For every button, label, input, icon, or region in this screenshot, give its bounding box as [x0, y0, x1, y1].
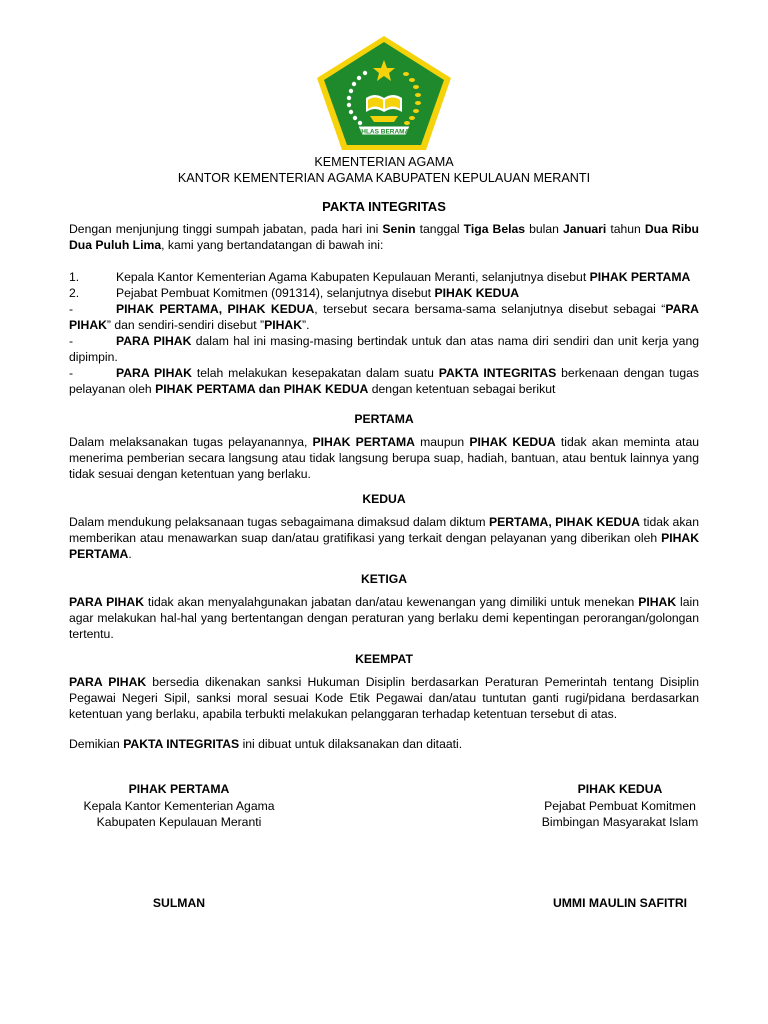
- signature-position: Kepala Kantor Kementerian Agama: [83, 798, 275, 813]
- list-item-2: 2. Pejabat Pembuat Komitmen (091314), selanjutnya disebut PIHAK KEDUA: [69, 286, 520, 300]
- document-body: [69, 221, 699, 752]
- document-title: PAKTA INTEGRITAS: [322, 199, 446, 214]
- office-name: KANTOR KEMENTERIAN AGAMA KABUPATEN KEPULAUAN MERANTI: [177, 171, 591, 185]
- list-item-1: 1. Kepala Kantor Kementerian Agama Kabupaten Kepulauan Meranti, selanjutnya disebut PIHAK PERTAMA: [69, 270, 691, 284]
- signature-block-pihak-kedua: [495, 781, 745, 910]
- signature-position: Pejabat Pembuat Komitmen: [544, 798, 696, 813]
- ministry-name: KEMENTERIAN AGAMA: [314, 155, 454, 169]
- signature-role: PIHAK PERTAMA: [128, 782, 230, 796]
- section-body-pertama: Dalam melaksanakan tugas pelayanannya, PIHAK PERTAMA maupun PIHAK KEDUA tidak akan meminta atau menerima pemberian secara langsung atau tidak langsung berupa suap, hadiah, bantuan, atau bentuk lainnya yang tidak sesuai dengan ketentuan yang berlaku.: [69, 435, 699, 481]
- list-item-bertindak: - PARA PIHAK dalam hal ini masing-masing bertindak untuk dan atas nama diri sendiri dan unit kerja yang dipimpin.: [69, 334, 699, 364]
- signature-unit: Bimbingan Masyarakat Islam: [541, 815, 699, 829]
- section-title-keempat: KEEMPAT: [355, 652, 413, 666]
- section-body-ketiga: PARA PIHAK tidak akan menyalahgunakan jabatan dan/atau kewenangan yang dimiliki untuk menekan PIHAK lain agar melakukan hal-hal yang bertentangan dengan peraturan yang berlaku demi kepentingan perorangan/golongan tertentu.: [69, 595, 699, 641]
- kementerian-agama-logo: [314, 34, 454, 152]
- section-body-keempat: PARA PIHAK bersedia dikenakan sanksi Hukuman Disiplin berdasarkan Peraturan Pemerintah tentang Disiplin Pegawai Negeri Sipil, sanksi moral sesuai Kode Etik Pegawai dan/atau tuntutan ganti rugi/pidana berdasarkan ketentuan yang berlaku, apabila terbukti melakukan pelanggaran terhadap ketentuan tersebut di atas.: [69, 675, 699, 721]
- signature-name: UMMI MAULIN SAFITRI: [552, 896, 688, 910]
- list-item-kesepakatan: - PARA PIHAK telah melakukan kesepakatan dalam suatu PAKTA INTEGRITAS berkenaan dengan tugas pelayanan oleh PIHAK PERTAMA dan PIHAK KEDUA dengan ketentuan sebagai berikut: [69, 366, 699, 396]
- section-title-ketiga: KETIGA: [360, 572, 408, 586]
- list-item-para-pihak: - PIHAK PERTAMA, PIHAK KEDUA, tersebut secara bersama-sama selanjutnya disebut sebagai “PARA PIHAK” dan sendiri-sendiri disebut ”PIHAK”.: [69, 302, 699, 332]
- intro-paragraph: Dengan menjunjung tinggi sumpah jabatan, pada hari ini Senin tanggal Tiga Belas bulan Januari tahun Dua Ribu Dua Puluh Lima, kami yang bertandatangan di bawah ini:: [69, 222, 699, 252]
- signature-block-pihak-pertama: [54, 781, 304, 910]
- section-body-kedua: Dalam mendukung pelaksanaan tugas sebagaimana dimaksud dalam diktum PERTAMA, PIHAK KEDUA tidak akan memberikan atau menawarkan suap dan/atau gratifikasi yang terkait dengan pelayanan yang diberikan oleh PIHAK PERTAMA.: [69, 515, 699, 561]
- signature-role: PIHAK KEDUA: [577, 782, 663, 796]
- section-title-kedua: KEDUA: [362, 492, 406, 506]
- signature-name: SULMAN: [152, 896, 206, 910]
- closing-paragraph: Demikian PAKTA INTEGRITAS ini dibuat untuk dilaksanakan dan ditaati.: [69, 737, 463, 751]
- signature-unit: Kabupaten Kepulauan Meranti: [96, 815, 262, 829]
- section-title-pertama: PERTAMA: [354, 412, 414, 426]
- svg-text:IKHLAS BERAMAL: IKHLAS BERAMAL: [354, 128, 414, 136]
